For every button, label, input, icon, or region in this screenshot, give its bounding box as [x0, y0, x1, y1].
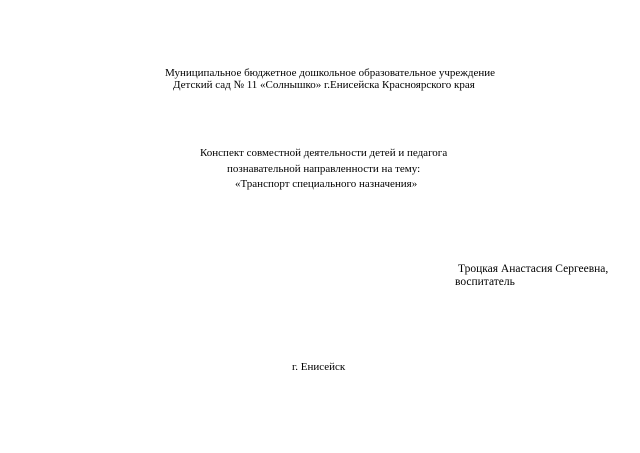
author-name: Троцкая Анастасия Сергеевна,	[458, 263, 609, 275]
city-footer: г. Енисейск	[292, 361, 346, 373]
document-title-line-1: Конспект совместной деятельности детей и педагога	[200, 147, 448, 159]
document-topic: «Транспорт специального назначения»	[235, 178, 418, 190]
institution-name-line-2: Детский сад № 11 «Солнышко» г.Енисейска Красноярского края	[173, 79, 475, 91]
document-title-line-2: познавательной направленности на тему:	[227, 163, 421, 175]
author-position: воспитатель	[455, 276, 515, 288]
institution-name-line-1: Муниципальное бюджетное дошкольное образовательное учреждение	[165, 67, 495, 79]
